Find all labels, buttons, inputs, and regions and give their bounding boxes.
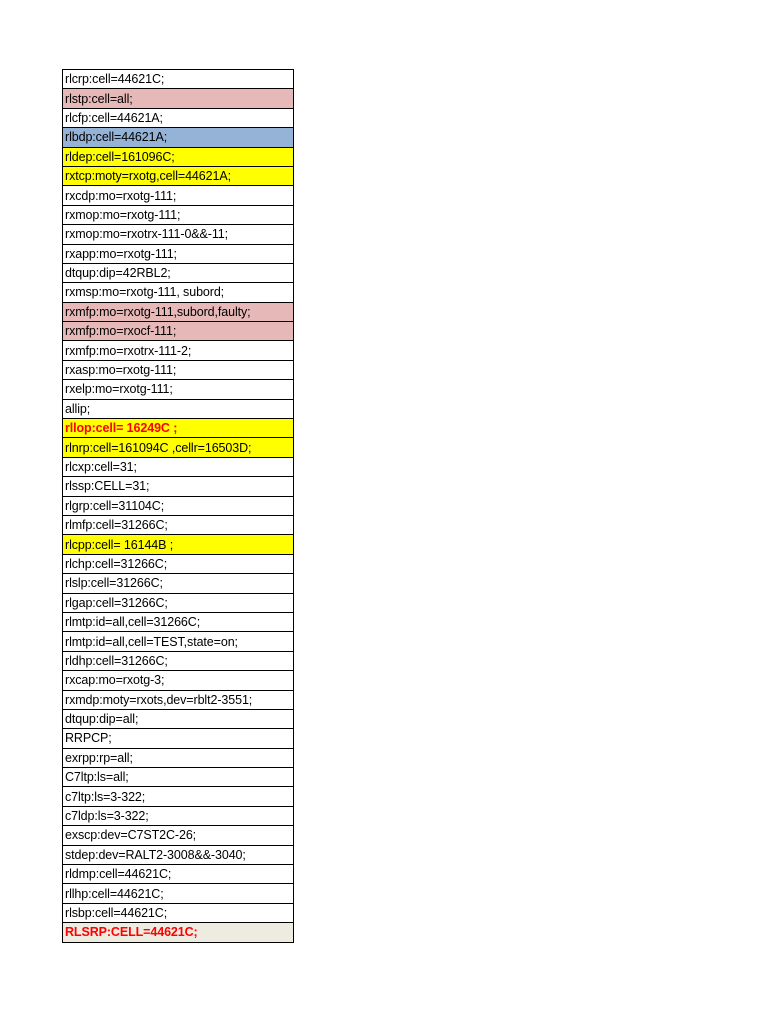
cell-text: c7ldp:ls=3-322; bbox=[65, 809, 149, 824]
cell-text: rlnrp:cell=161094C ,cellr=16503D; bbox=[65, 440, 252, 455]
table-row[interactable] bbox=[63, 710, 293, 729]
table-row[interactable] bbox=[63, 361, 293, 380]
table-row[interactable] bbox=[63, 128, 293, 147]
cell-text: dtqup:dip=42RBL2; bbox=[65, 266, 171, 281]
cell-text: rxmop:mo=rxotrx-111-0&&-11; bbox=[65, 227, 228, 242]
table-row[interactable] bbox=[63, 167, 293, 186]
cell-text: rlstp:cell=all; bbox=[65, 91, 133, 106]
cell-text: rldep:cell=161096C; bbox=[65, 149, 175, 164]
table-row[interactable] bbox=[63, 846, 293, 865]
cell-text: rlchp:cell=31266C; bbox=[65, 556, 168, 571]
cell-text: rlslp:cell=31266C; bbox=[65, 576, 163, 591]
cell-text: rxmfp:mo=rxocf-111; bbox=[65, 324, 177, 339]
table-row[interactable] bbox=[63, 632, 293, 651]
cell-text: C7ltp:ls=all; bbox=[65, 770, 129, 785]
table-row[interactable] bbox=[63, 303, 293, 322]
cell-text: rxmfp:mo=rxotrx-111-2; bbox=[65, 343, 192, 358]
cell-text: rlssp:CELL=31; bbox=[65, 479, 150, 494]
table-row[interactable] bbox=[63, 884, 293, 903]
cell-text: c7ltp:ls=3-322; bbox=[65, 789, 146, 804]
table-row[interactable] bbox=[63, 691, 293, 710]
command-table bbox=[62, 69, 294, 943]
table-row[interactable] bbox=[63, 438, 293, 457]
table-row[interactable] bbox=[63, 283, 293, 302]
table-row[interactable] bbox=[63, 380, 293, 399]
cell-text: rlsbp:cell=44621C; bbox=[65, 905, 168, 920]
cell-text: rxasp:mo=rxotg-111; bbox=[65, 363, 177, 378]
cell-text: allip; bbox=[65, 401, 91, 416]
table-row[interactable] bbox=[63, 652, 293, 671]
table-row[interactable] bbox=[63, 904, 293, 923]
table-row[interactable] bbox=[63, 807, 293, 826]
table-row[interactable] bbox=[63, 729, 293, 748]
cell-text: rlbdp:cell=44621A; bbox=[65, 130, 168, 145]
cell-text: exscp:dev=C7ST2C-26; bbox=[65, 828, 197, 843]
cell-text: rxcdp:mo=rxotg-111; bbox=[65, 188, 177, 203]
table-row[interactable] bbox=[63, 768, 293, 787]
cell-text: RLSRP:CELL=44621C; bbox=[65, 925, 198, 940]
table-row[interactable] bbox=[63, 322, 293, 341]
cell-text: rxcap:mo=rxotg-3; bbox=[65, 673, 165, 688]
table-row[interactable] bbox=[63, 70, 293, 89]
table-row[interactable] bbox=[63, 671, 293, 690]
table-row[interactable] bbox=[63, 555, 293, 574]
table-row[interactable] bbox=[63, 497, 293, 516]
cell-text: dtqup:dip=all; bbox=[65, 712, 139, 727]
cell-text: rllop:cell= 16249C ; bbox=[65, 421, 178, 436]
table-row[interactable] bbox=[63, 613, 293, 632]
cell-text: rldmp:cell=44621C; bbox=[65, 867, 172, 882]
table-row[interactable] bbox=[63, 787, 293, 806]
table-row[interactable] bbox=[63, 516, 293, 535]
table-row[interactable] bbox=[63, 594, 293, 613]
table-row[interactable] bbox=[63, 245, 293, 264]
cell-text: rlmfp:cell=31266C; bbox=[65, 518, 168, 533]
table-row[interactable] bbox=[63, 826, 293, 845]
cell-text: stdep:dev=RALT2-3008&&-3040; bbox=[65, 847, 246, 862]
table-row[interactable] bbox=[63, 186, 293, 205]
cell-text: rlmtp:id=all,cell=31266C; bbox=[65, 615, 201, 630]
table-row[interactable] bbox=[63, 923, 293, 942]
table-row[interactable] bbox=[63, 574, 293, 593]
cell-text: rlgrp:cell=31104C; bbox=[65, 498, 165, 513]
cell-text: rlmtp:id=all,cell=TEST,state=on; bbox=[65, 634, 238, 649]
table-row[interactable] bbox=[63, 148, 293, 167]
table-row[interactable] bbox=[63, 477, 293, 496]
cell-text: rllhp:cell=44621C; bbox=[65, 886, 164, 901]
table-row[interactable] bbox=[63, 341, 293, 360]
table-row[interactable] bbox=[63, 400, 293, 419]
cell-text: rxmsp:mo=rxotg-111, subord; bbox=[65, 285, 225, 300]
cell-text: rldhp:cell=31266C; bbox=[65, 653, 168, 668]
table-row[interactable] bbox=[63, 865, 293, 884]
cell-text: rxmfp:mo=rxotg-111,subord,faulty; bbox=[65, 304, 251, 319]
cell-text: rxapp:mo=rxotg-111; bbox=[65, 246, 177, 261]
table-row[interactable] bbox=[63, 109, 293, 128]
table-row[interactable] bbox=[63, 749, 293, 768]
table-row[interactable] bbox=[63, 535, 293, 554]
cell-text: rlcrp:cell=44621C; bbox=[65, 72, 165, 87]
cell-text: rlcxp:cell=31; bbox=[65, 460, 137, 474]
cell-text: RRPCP; bbox=[65, 731, 112, 746]
cell-text: rxtcp:moty=rxotg,cell=44621A; bbox=[65, 169, 231, 184]
table-row[interactable] bbox=[63, 419, 293, 438]
table-row[interactable] bbox=[63, 206, 293, 225]
cell-text: rxmop:mo=rxotg-111; bbox=[65, 207, 181, 222]
cell-text: exrpp:rp=all; bbox=[65, 750, 133, 765]
cell-text: rxmdp:moty=rxots,dev=rblt2-3551; bbox=[65, 692, 253, 707]
cell-text: rxelp:mo=rxotg-111; bbox=[65, 382, 173, 397]
cell-text: rlgap:cell=31266C; bbox=[65, 595, 168, 610]
table-row[interactable] bbox=[63, 89, 293, 108]
table-row[interactable] bbox=[63, 264, 293, 283]
table-row[interactable] bbox=[63, 225, 293, 244]
table-row[interactable] bbox=[63, 458, 293, 477]
cell-text: rlcpp:cell= 16144B ; bbox=[65, 537, 174, 552]
cell-text: rlcfp:cell=44621A; bbox=[65, 110, 163, 125]
